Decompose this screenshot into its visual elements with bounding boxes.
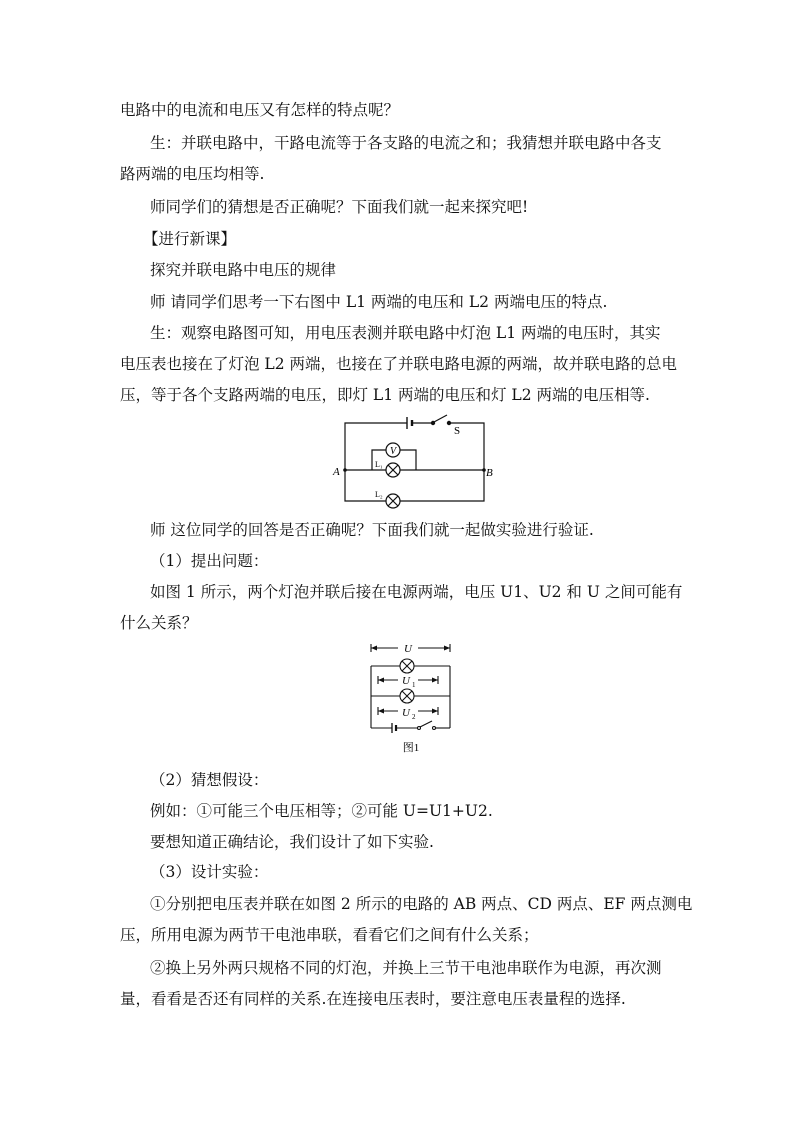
paragraph-line: ①分别把电压表并联在如图 2 所示的电路的 AB 两点、CD 两点、EF 两点测电 [150,895,693,913]
voltmeter-label: V [389,446,397,457]
paragraph-line: 电压表也接在了灯泡 L2 两端，也接在了并联电路电源的两端，故并联电路的总电 [120,355,678,373]
figure-1-diagram [362,640,462,760]
paragraph-line: 路两端的电压均相等. [120,165,265,183]
paragraph-line: 师同学们的猜想是否正确呢？下面我们就一起来探究吧! [150,198,529,216]
u2-subscript: 2 [412,713,416,721]
paragraph-line: 电路中的电流和电压又有怎样的特点呢？ [120,101,400,119]
u1-label: U [402,675,410,687]
paragraph-line: 什么关系？ [120,614,198,632]
paragraph-line: 生：并联电路中，干路电流等于各支路的电流之和；我猜想并联电路中各支 [150,134,662,152]
figure-1-caption: 图1 [402,742,420,754]
u2-label: U [402,707,410,719]
paragraph-line: ②换上另外两只规格不同的灯泡，并换上三节干电池串联作为电源，再次测 [150,959,662,977]
paragraph-line: （2）猜想假设： [150,771,269,789]
lamp2-label: L₂ [375,490,383,499]
paragraph-line: 师 请同学们思考一下右图中 L1 两端的电压和 L2 两端电压的特点. [150,293,608,311]
paragraph-line: 量，看看是否还有同样的关系.在连接电压表时，要注意电压表量程的选择. [120,990,626,1008]
paragraph-line: 生：观察电路图可知，用电压表测并联电路中灯泡 L1 两端的电压时，其实 [150,324,661,342]
switch-label: S [454,425,461,437]
u-label: U [404,643,412,655]
paragraph-line: 要想知道正确结论，我们设计了如下实验. [150,833,434,851]
paragraph-line: 师 这位同学的回答是否正确呢？下面我们就一起做实验进行验证. [150,521,594,539]
section-heading: 【进行新课】 [143,230,237,248]
parallel-circuit-diagram [330,408,500,514]
paragraph-line: 压，等于各个支路两端的电压，即灯 L1 两端的电压和灯 L2 两端的电压相等. [120,386,650,404]
node-a-label: A [333,466,340,478]
paragraph-line: 例如：①可能三个电压相等；②可能 U=U1+U2. [150,802,493,820]
paragraph-line: （3）设计实验： [150,863,269,881]
paragraph-line: 压，所用电源为两节干电池串联，看看它们之间有什么关系； [120,926,539,944]
paragraph-line: （1）提出问题： [150,552,269,570]
paragraph-line: 探究并联电路中电压的规律 [150,261,337,279]
lamp1-label: L₁ [375,460,383,469]
node-b-label: B [486,467,493,479]
u1-subscript: 1 [412,681,416,689]
paragraph-line: 如图 1 所示，两个灯泡并联后接在电源两端，电压 U1、U2 和 U 之间可能有 [150,583,683,601]
